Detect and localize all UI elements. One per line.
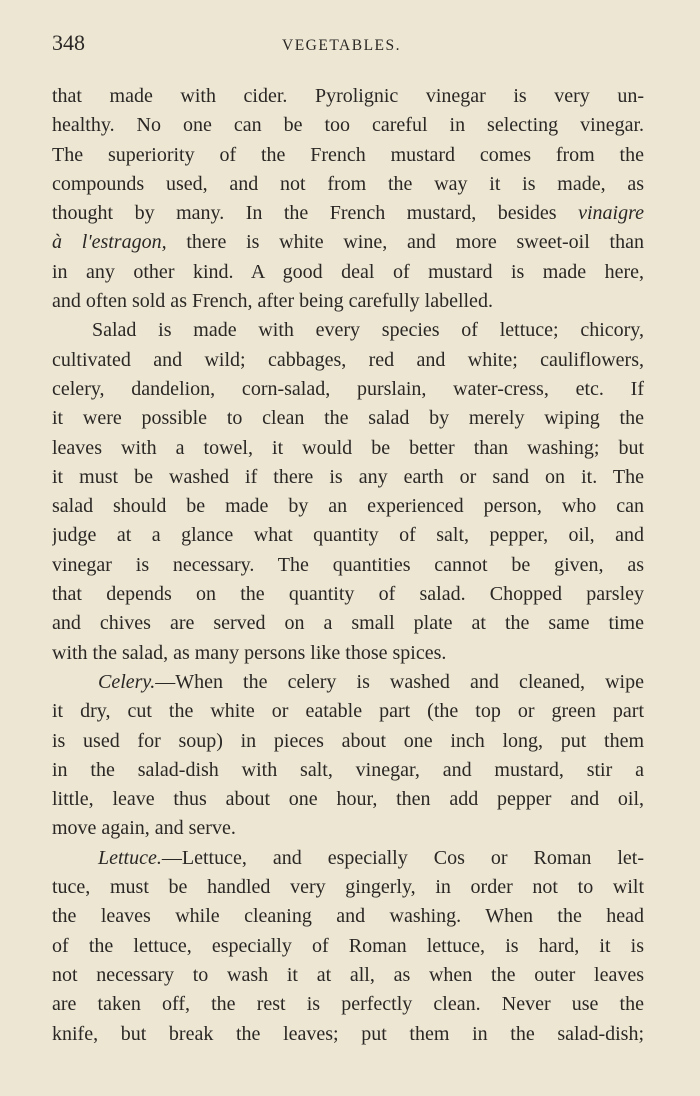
text-line: knife, but break the leaves; put them in the salad-dish; (52, 1022, 644, 1045)
text-run: thought by many. In the French mustard, besides (52, 202, 557, 225)
page-number: 348 (52, 30, 85, 55)
text-line: with the salad, as many persons like those spices. (52, 641, 447, 664)
text-line: celery, dandelion, corn-salad, purslain, water-cress, etc. If (52, 377, 644, 400)
celery-heading: Celery. (98, 670, 156, 693)
text-line: move again, and serve. (52, 817, 236, 840)
text-line: healthy. No one can be too careful in selecting vinegar. (52, 114, 644, 137)
text-line: cultivated and wild; cabbages, red and white; cauliflowers, (52, 348, 644, 371)
text-line: it dry, cut the white or eatable part (the top or green part (52, 700, 644, 723)
text-line: the leaves while cleaning and washing. When the head (52, 905, 644, 928)
text-run: —Lettuce, and especially Cos or Roman let- (161, 846, 644, 869)
text-line: are taken off, the rest is perfectly clean. Never use the (52, 993, 644, 1016)
italic-term: à l'estragon, (52, 231, 167, 254)
lettuce-heading: Lettuce. (98, 846, 162, 869)
text-line: vinegar is necessary. The quantities cannot be given, as (52, 553, 644, 576)
text-line (52, 844, 644, 873)
text-line: that depends on the quantity of salad. Chopped parsley (52, 583, 644, 606)
text-line: The superiority of the French mustard comes from the (52, 143, 644, 166)
text-run: —When the celery is washed and cleaned, wipe (155, 670, 644, 693)
text-line: compounds used, and not from the way it is made, as (52, 172, 644, 195)
text-line: little, leave thus about one hour, then add pepper and oil, (52, 788, 644, 811)
text-line (52, 199, 644, 228)
text-line: is used for soup) in pieces about one inch long, put them (52, 729, 644, 752)
text-line: Salad is made with every species of lettuce; chicory, (92, 319, 644, 342)
text-line: it were possible to clean the salad by merely wiping the (52, 407, 644, 430)
running-title: VEGETABLES. (282, 37, 402, 54)
text-line: that made with cider. Pyrolignic vinegar is very un- (52, 85, 644, 107)
text-line: it must be washed if there is any earth or sand on it. The (52, 465, 644, 488)
text-line: of the lettuce, especially of Roman lettuce, is hard, it is (52, 934, 644, 957)
italic-term: vinaigre (578, 202, 644, 225)
text-line: judge at a glance what quantity of salt, pepper, oil, and (52, 524, 644, 547)
text-line: and often sold as French, after being carefully labelled. (52, 290, 493, 313)
text-line: tuce, must be handled very gingerly, in order not to wilt (52, 876, 644, 899)
text-line (52, 668, 644, 697)
text-run: there is white wine, and more sweet-oil than (166, 231, 644, 254)
text-line: in any other kind. A good deal of mustard is made here, (52, 260, 644, 283)
text-line: not necessary to wash it at all, as when the outer leaves (52, 963, 644, 986)
text-line (52, 228, 644, 257)
text-line: salad should be made by an experienced person, who can (52, 495, 644, 518)
text-line: leaves with a towel, it would be better than washing; but (52, 436, 644, 459)
text-line: and chives are served on a small plate at the same time (52, 612, 644, 635)
body-text (52, 82, 644, 1049)
page-header (52, 30, 644, 74)
text-line: in the salad-dish with salt, vinegar, and mustard, stir a (52, 758, 644, 781)
